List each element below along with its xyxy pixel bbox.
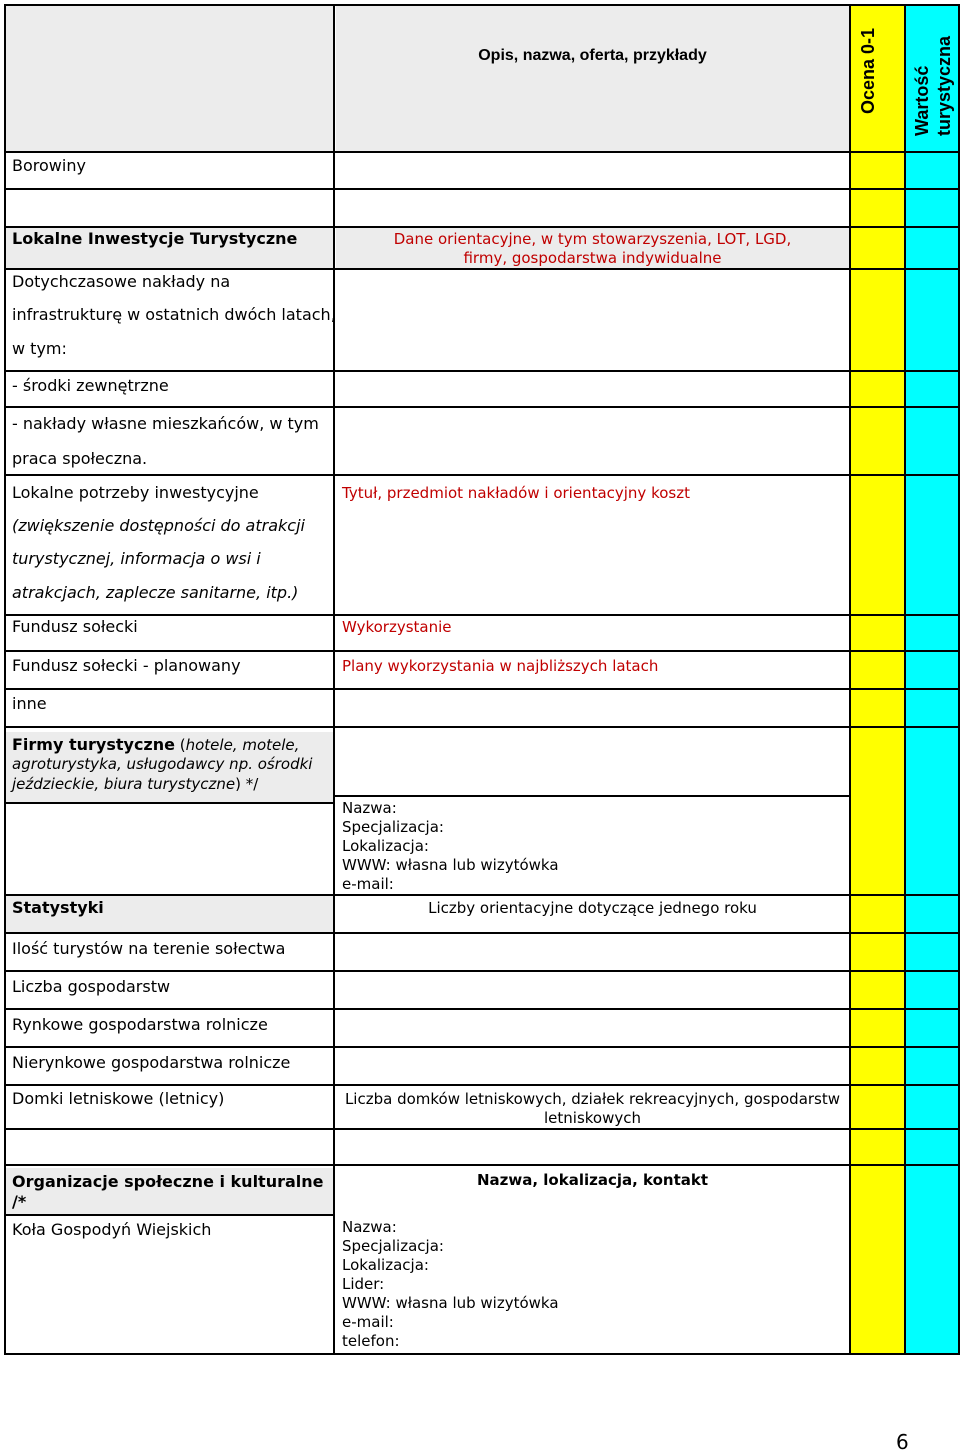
- firms-field: Lokalizacja:: [342, 837, 429, 855]
- firms-paren-open: (: [174, 736, 186, 754]
- orgs-title-line: /*: [12, 1192, 27, 1211]
- fund-planned: Fundusz sołecki - planowany: [12, 656, 241, 675]
- grid-h: [4, 1046, 960, 1048]
- needs-italic-line: (zwiększenie dostępności do atrakcji: [12, 516, 305, 535]
- kgw-field: Nazwa:: [342, 1218, 397, 1236]
- kgw-field: telefon:: [342, 1332, 400, 1350]
- needs-note: Tytuł, przedmiot nakładów i orientacyjny koszt: [342, 484, 690, 502]
- header-description: Opis, nazwa, oferta, przykłady: [478, 47, 707, 64]
- lit-note-line: [336, 230, 849, 268]
- grid-h: [4, 894, 960, 896]
- grid-h: [4, 370, 960, 372]
- own-funds-line: praca społeczna.: [12, 449, 148, 468]
- firms-italic: jeździeckie, biura turystyczne: [12, 775, 236, 793]
- firms-field: Nazwa:: [342, 799, 397, 817]
- grid-h: [4, 614, 960, 616]
- row-borowiny: Borowiny: [12, 156, 86, 175]
- grid-h: [4, 268, 960, 270]
- grid-v-left-col: [333, 4, 335, 1355]
- grid-h: [4, 1164, 960, 1166]
- kgw-field: Lokalizacja:: [342, 1256, 429, 1274]
- firms-paren-close: ) */: [235, 775, 259, 793]
- firms-italic: agroturystyka, usługodawcy np. ośrodki: [12, 755, 313, 773]
- firms-title: Firmy turystyczne: [12, 735, 175, 754]
- table-frame: [4, 4, 960, 1355]
- own-funds-line: - nakłady własne mieszkańców, w tym: [12, 414, 319, 433]
- orgs-note: Nazwa, lokalizacja, kontakt: [476, 1171, 709, 1189]
- stats-title: Statystyki: [12, 898, 104, 917]
- lit-note: Dane orientacyjne, w tym stowarzyszenia, LOT, LGD, firmy, gospodarstwa indywidualne: [393, 230, 792, 267]
- grid-h: [4, 1084, 960, 1086]
- firms-italic-last: [12, 775, 258, 794]
- grid-h: [4, 1214, 335, 1216]
- grid-h: [4, 726, 960, 728]
- cottages-note-line: Liczba domków letniskowych, działek rekreacyjnych, gospodarstw: [344, 1090, 841, 1108]
- firms-header: [12, 735, 330, 755]
- kgw-field: e-mail:: [342, 1313, 394, 1331]
- fund-planned-note: Plany wykorzystania w najbliższych latach: [342, 657, 659, 675]
- needs-italic-line: turystycznej, informacja o wsi i: [12, 549, 261, 568]
- grid-h: [4, 1128, 960, 1130]
- header-value: Wartość turystyczna: [912, 35, 954, 136]
- grid-h: [4, 932, 960, 934]
- firms-italic: hotele, motele,: [185, 736, 300, 754]
- grid-v-desc-col: [849, 4, 851, 1355]
- grid-h: [335, 795, 849, 797]
- cottages-note-line: letniskowych: [544, 1109, 641, 1127]
- grid-h: [4, 688, 960, 690]
- kgw: Koła Gospodyń Wiejskich: [12, 1220, 212, 1239]
- needs-italic-line: atrakcjach, zaplecze sanitarne, itp.): [12, 583, 299, 602]
- infra-line: w tym:: [12, 339, 67, 358]
- grid-h: [4, 474, 960, 476]
- page-number: 6: [896, 1430, 909, 1454]
- nonmarket-farms: Nierynkowe gospodarstwa rolnicze: [12, 1053, 291, 1072]
- orgs-title-line: Organizacje społeczne i kulturalne: [12, 1172, 324, 1191]
- kgw-field: WWW: własna lub wizytówka: [342, 1294, 559, 1312]
- grid-h: [4, 970, 960, 972]
- header-score: Ocena 0-1: [858, 27, 878, 114]
- market-farms: Rynkowe gospodarstwa rolnicze: [12, 1015, 268, 1034]
- infra-line: Dotychczasowe nakłady na: [12, 272, 231, 291]
- grid-h: [4, 406, 960, 408]
- firms-field: e-mail:: [342, 875, 394, 893]
- kgw-field: Lider:: [342, 1275, 385, 1293]
- needs-title: Lokalne potrzeby inwestycyjne: [12, 483, 259, 502]
- stats-note: Liczby orientacyjne dotyczące jednego roku: [428, 899, 757, 917]
- tourists: Ilość turystów na terenie sołectwa: [12, 939, 286, 958]
- fund-note: Wykorzystanie: [342, 618, 452, 636]
- infra-line: infrastrukturę w ostatnich dwóch latach,: [12, 305, 336, 324]
- other: inne: [12, 694, 47, 713]
- lit-title: Lokalne Inwestycje Turystyczne: [12, 229, 298, 248]
- farms: Liczba gospodarstw: [12, 977, 171, 996]
- grid-h: [4, 151, 960, 153]
- grid-h: [4, 226, 960, 228]
- firms-field: WWW: własna lub wizytówka: [342, 856, 559, 874]
- grid-h: [4, 802, 335, 804]
- grid-h: [4, 188, 960, 190]
- firms-field: Specjalizacja:: [342, 818, 444, 836]
- grid-h: [4, 650, 960, 652]
- grid-v-score-col: [904, 4, 906, 1355]
- cottages: Domki letniskowe (letnicy): [12, 1089, 225, 1108]
- grid-h: [4, 1008, 960, 1010]
- kgw-field: Specjalizacja:: [342, 1237, 444, 1255]
- fund: Fundusz sołecki: [12, 617, 138, 636]
- external-funds: - środki zewnętrzne: [12, 376, 169, 395]
